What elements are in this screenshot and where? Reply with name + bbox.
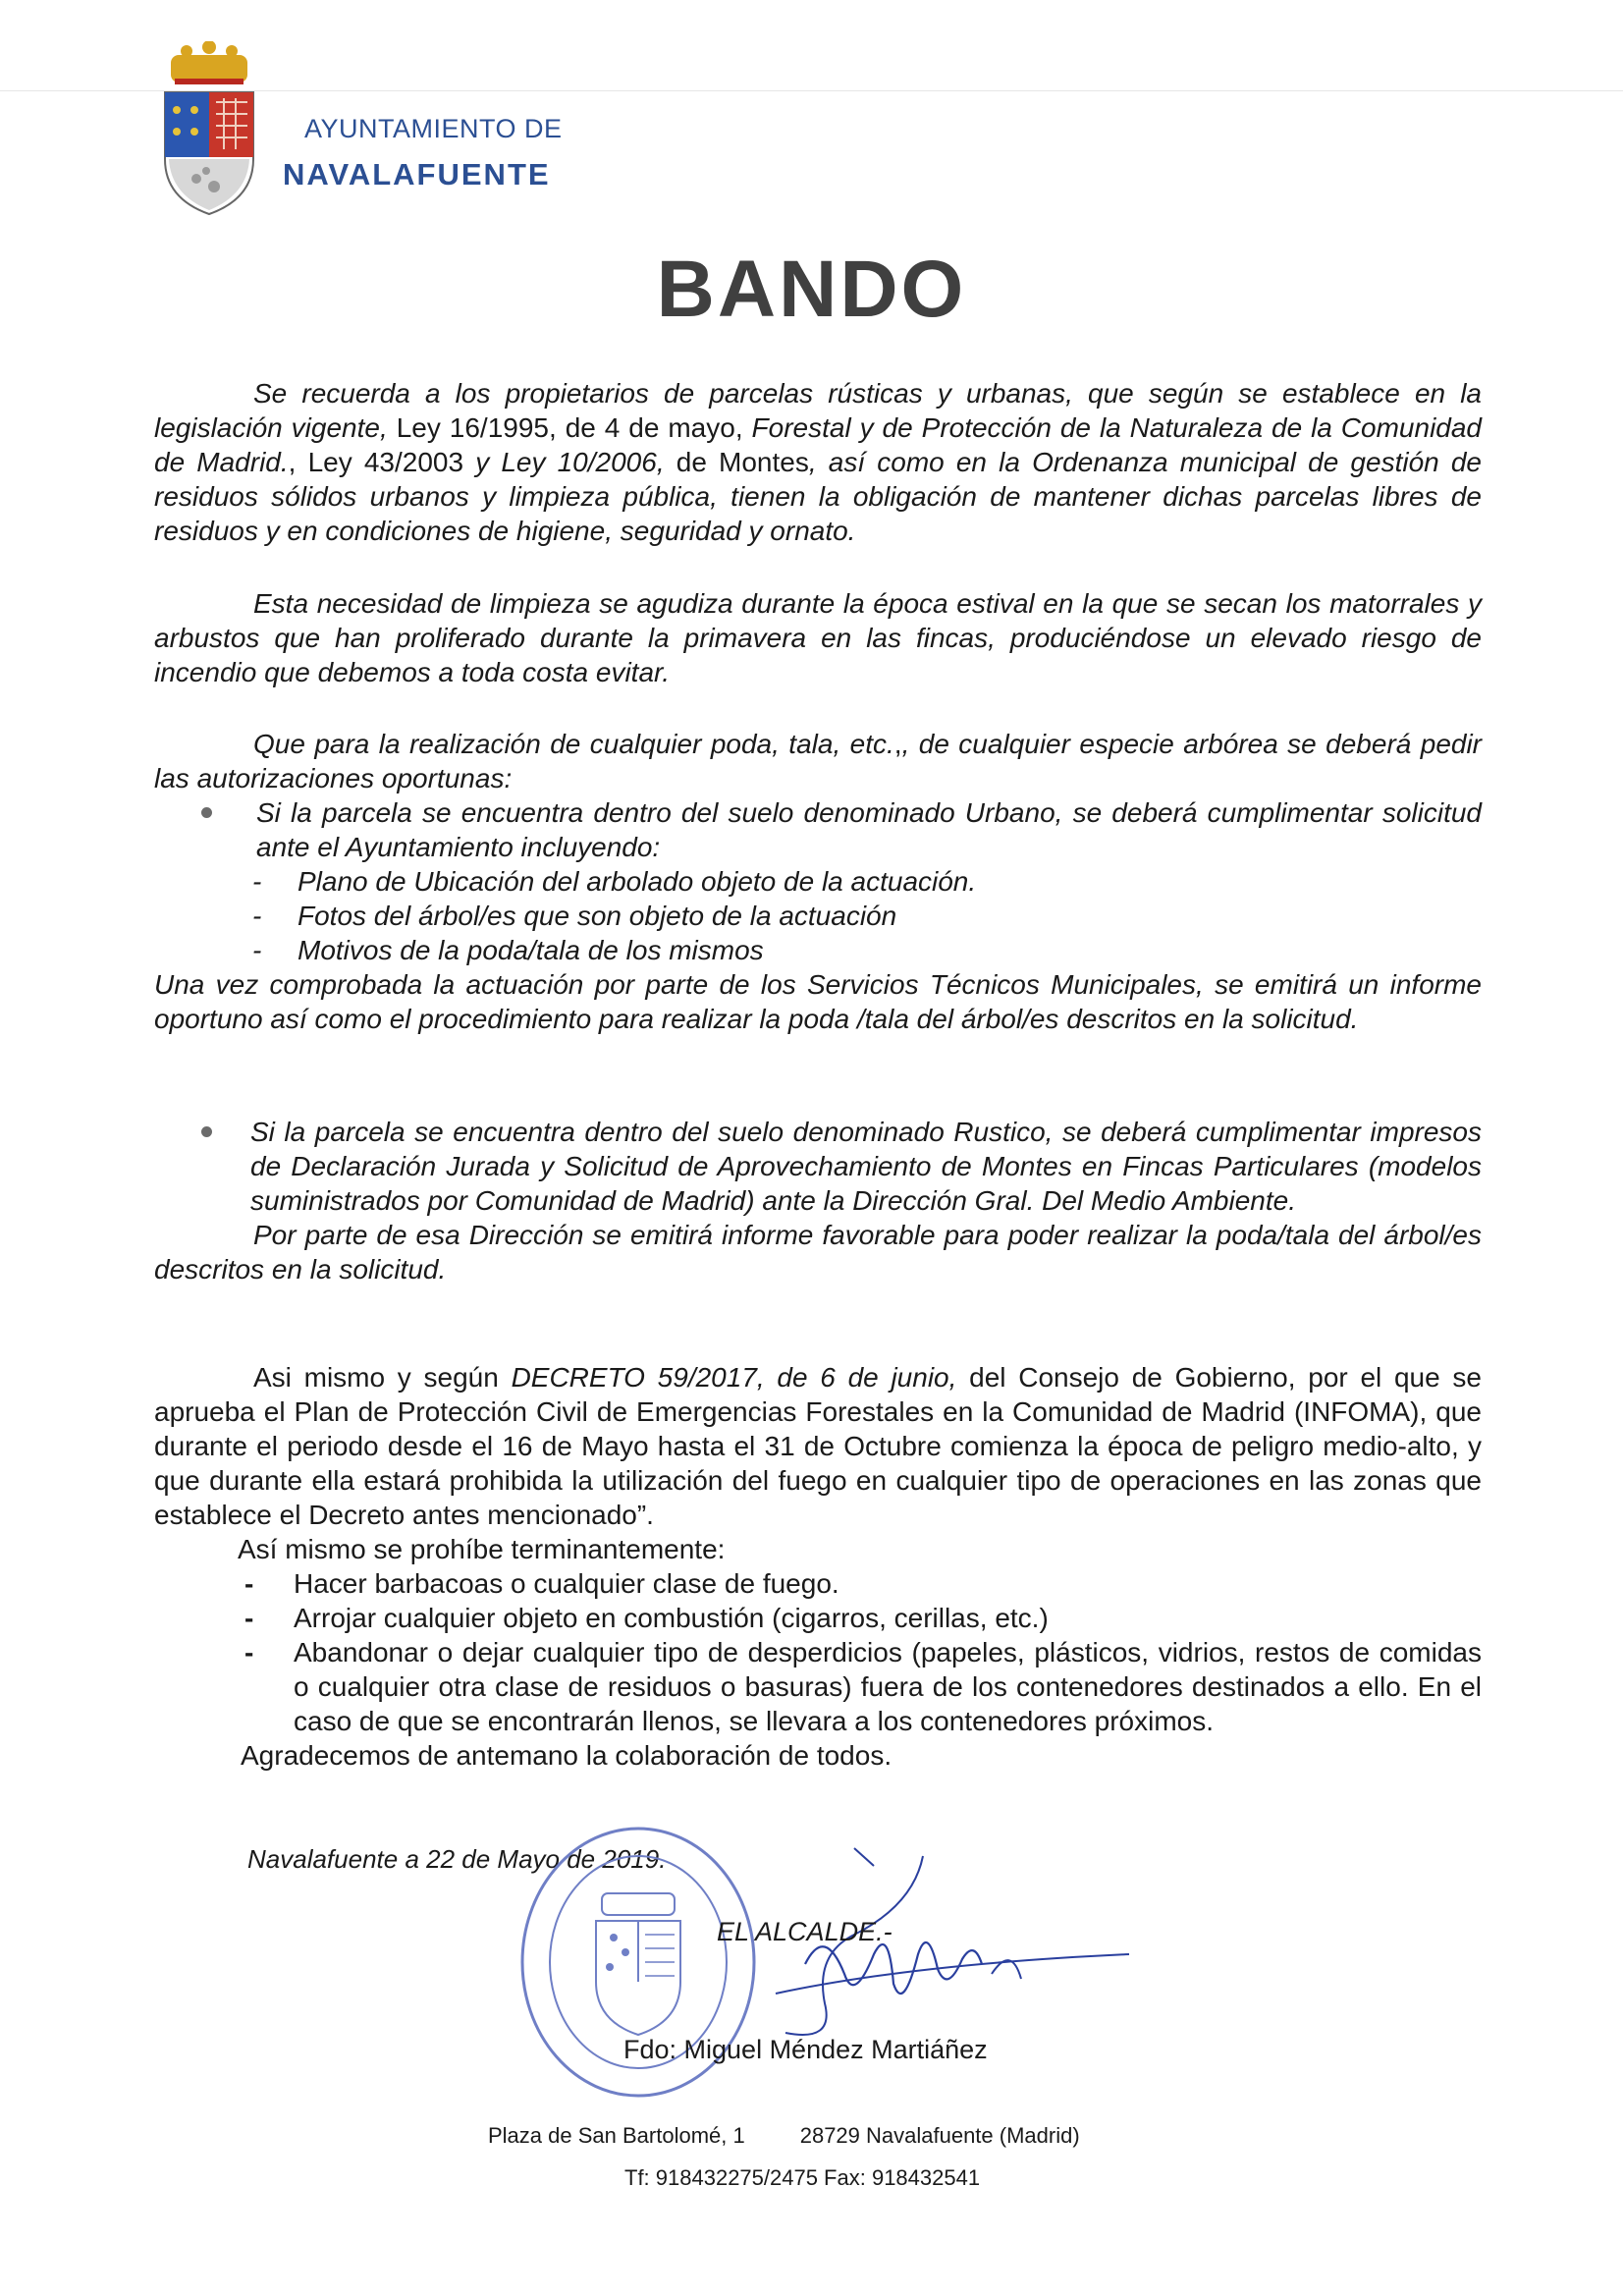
thanks-line: Agradecemos de antemano la colaboración de todos. (241, 1740, 893, 1771)
prohibe-intro: Así mismo se prohíbe terminantemente: (238, 1534, 726, 1564)
dash-mark: - (252, 901, 262, 931)
dash-mark: - (244, 1603, 254, 1633)
para1-part-e: y Ley 10/2006, (463, 447, 676, 477)
section-rustico (154, 1115, 1482, 1286)
place-date: Navalafuente a 22 de Mayo de 2019. (247, 1844, 667, 1874)
bullet-dot-icon (201, 807, 212, 818)
dash-mark: - (252, 935, 262, 965)
bullet-rustico-text: Si la parcela se encuentra dentro del suelo denominado Rustico, se deberá cumplimentar impresos de Declaración Jurada y Solicitud de Aprovechamiento de Montes en Fincas Particulares (modelos suministrados por Comunidad de Madrid) ante la Dirección Gral. Del Medio Ambiente. (250, 1117, 1482, 1216)
para1-part-a: Se recuerda a los propietarios de parcelas rústicas y urbanas, que según se establece en la legislación vigente, (154, 378, 1482, 443)
paragraph-fire-risk (154, 586, 1482, 689)
bullet-urbano (154, 795, 1482, 864)
signer-name: Fdo: Miguel Méndez Martiáñez (623, 2035, 988, 2064)
para1-part-f: de Montes (676, 447, 809, 477)
list-item (154, 1566, 1482, 1601)
bullet-rustico-after: Por parte de esa Dirección se emitirá informe favorable para poder realizar la poda/tala del árbol/es descritos en la solicitud. (154, 1220, 1482, 1285)
bullet-dot-icon (201, 1126, 212, 1137)
prohibitions-list (154, 1566, 1482, 1738)
page-title: BANDO (656, 245, 967, 334)
para1-part-b: Ley 16/1995, de 4 de mayo, (396, 412, 752, 443)
list-item-text: Plano de Ubicación del arbolado objeto de la actuación. (298, 866, 977, 897)
list-item (154, 899, 1482, 933)
section-decreto (154, 1360, 1482, 1773)
list-item-text: Fotos del árbol/es que son objeto de la actuación (298, 901, 897, 931)
para1-part-d: , Ley 43/2003 (288, 447, 464, 477)
paragraph-legislation (154, 376, 1482, 548)
para1-part-g: , así como en la Ordenanza municipal de gestión de residuos sólidos urbanos y limpieza pública, tienen la obligación de mantener dichas parcelas libres de residuos y en condiciones de higiene, seguridad y ornato. (154, 447, 1482, 546)
coat-of-arms-logo (157, 41, 261, 218)
dash-mark: - (244, 1637, 254, 1667)
list-item-text: Abandonar o dejar cualquier tipo de desperdicios (papeles, plásticos, vidrios, restos de comidas o cualquier otra clase de residuos o basuras) fuera de los contenedores destinados a ello. En el caso de que se encontrarán llenos, se llevara a los contenedores próximos. (294, 1637, 1482, 1736)
footer-address: Plaza de San Bartolomé, 1 (488, 2123, 745, 2148)
para4-part-a: Asi mismo y según (253, 1362, 512, 1393)
para3-comma: , (893, 729, 902, 759)
footer-phones: Tf: 918432275/2475 Fax: 918432541 (624, 2165, 981, 2190)
list-item-text: Hacer barbacoas o cualquier clase de fuego. (294, 1568, 839, 1599)
list-item (154, 1601, 1482, 1635)
list-item-text: Arrojar cualquier objeto en combustión (cigarros, cerillas, etc.) (294, 1603, 1049, 1633)
para4-part-c: del Consejo de Gobierno, por el que se aprueba el Plan de Protección Civil de Emergencias Forestales en la Comunidad de Madrid (INFOMA), que durante el periodo desde el 16 de Mayo hasta el 31 de Octubre comienza la época de peligro medio-alto, y que durante ella estará prohibida la utilización del fuego en cualquier tipo de operaciones en las zonas que establece el Decreto antes mencionado”. (154, 1362, 1483, 1530)
bullet-urbano-after: Una vez comprobada la actuación por parte de los Servicios Técnicos Municipales, se emitirá un informe oportuno así como el procedimiento para realizar la poda /tala del árbol/es descritos en la solicitud. (154, 969, 1482, 1034)
dash-mark: - (244, 1568, 254, 1599)
para4-decreto: DECRETO 59/2017, de 6 de junio, (511, 1362, 957, 1393)
bullet-urbano-text: Si la parcela se encuentra dentro del suelo denominado Urbano, se deberá cumplimentar solicitud ante el Ayuntamiento incluyendo: (256, 797, 1482, 862)
org-name-line1: AYUNTAMIENTO DE (304, 114, 563, 143)
section-authorizations (154, 727, 1482, 1036)
para2-text: Esta necesidad de limpieza se agudiza durante la época estival en la que se secan los matorrales y arbustos que han proliferado durante la primavera en las fincas, produciéndose un elevado riesgo de incendio que debemos a toda costa evitar. (154, 588, 1482, 687)
dash-mark: - (252, 866, 262, 897)
para3-part-b: , de cualquier especie arbórea se deberá pedir las autorizaciones oportunas: (154, 729, 1483, 793)
signer-role: EL ALCALDE.- (717, 1917, 893, 1946)
footer-address-line (488, 2123, 1080, 2149)
bullet-rustico (154, 1115, 1482, 1218)
list-item-text: Motivos de la poda/tala de los mismos (298, 935, 764, 965)
para1-part-c: Forestal y de Protección de la Naturaleza de la Comunidad de Madrid. (154, 412, 1483, 477)
footer-postal: 28729 Navalafuente (Madrid) (799, 2123, 1080, 2148)
list-item (154, 933, 1482, 967)
org-name-line2: NAVALAFUENTE (283, 157, 551, 191)
list-item (154, 1635, 1482, 1738)
list-item (154, 864, 1482, 899)
para3-part-a: Que para la realización de cualquier poda, tala, etc. (253, 729, 894, 759)
